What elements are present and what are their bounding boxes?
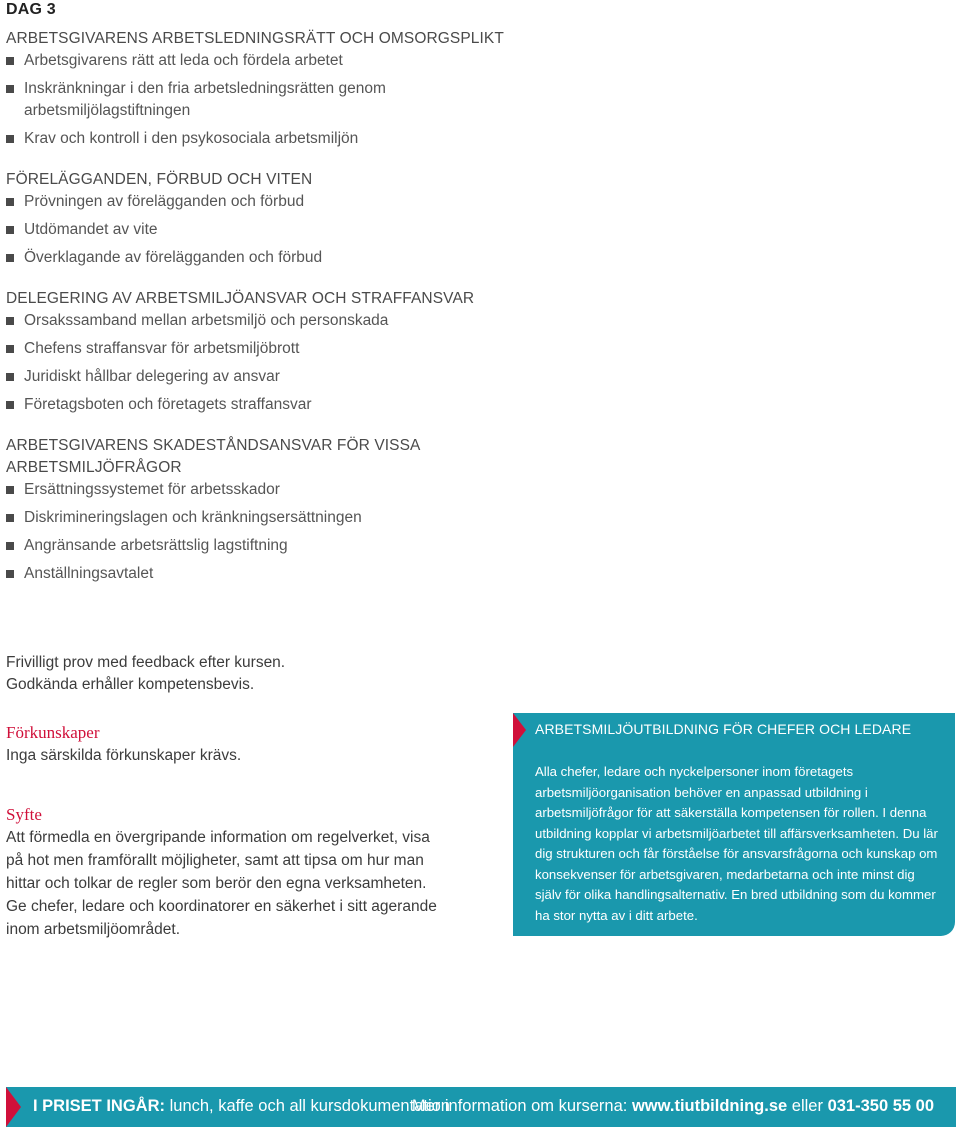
section-heading: ARBETSGIVARENS SKADESTÅNDSANSVAR FÖR VISSA ARBETSMILJÖFRÅGOR (6, 437, 420, 476)
square-bullet-icon (6, 373, 14, 381)
day-title: DAG 3 (6, 1, 56, 18)
exam-note (6, 652, 285, 696)
square-bullet-icon (6, 401, 14, 409)
list-item: Ersättningssystemet för arbetsskador (6, 479, 526, 501)
list-item: Angränsande arbetsrättslig lagstiftning (6, 535, 526, 557)
square-bullet-icon (6, 254, 14, 262)
more-info-label: Mer information om kurserna: (411, 1097, 628, 1115)
list-item: Arbetsgivarens rätt att leda och fördela arbetet (6, 50, 526, 72)
square-bullet-icon (6, 542, 14, 550)
prerequisites-block (6, 722, 446, 767)
list-item: Överklagande av förelägganden och förbud (6, 247, 526, 269)
info-box (513, 713, 955, 936)
square-bullet-icon (6, 486, 14, 494)
footer-bar (6, 1087, 956, 1127)
list-item: Chefens straffansvar för arbetsmiljöbrott (6, 338, 526, 360)
phone-number: 031-350 55 00 (827, 1097, 934, 1115)
note-line: Godkända erhåller kompetensbevis. (6, 676, 255, 693)
note-line: Frivilligt prov med feedback efter kursen. (6, 654, 286, 671)
section-employer-management-rights (6, 28, 526, 150)
list-item: Anställningsavtalet (6, 563, 526, 585)
square-bullet-icon (6, 570, 14, 578)
red-triangle-icon (513, 713, 526, 747)
included-text: lunch, kaffe och all kursdokumentation (169, 1097, 450, 1115)
purpose-block (6, 804, 446, 941)
list-item: Diskrimineringslagen och kränkningsersättningen (6, 507, 526, 529)
list-item: Juridiskt hållbar delegering av ansvar (6, 366, 526, 388)
or-text: eller (791, 1097, 823, 1115)
square-bullet-icon (6, 198, 14, 206)
info-box-title: ARBETSMILJÖUTBILDNING FÖR CHEFER OCH LEDARE (535, 721, 912, 737)
section-injunctions (6, 169, 526, 269)
section-heading: FÖRELÄGGANDEN, FÖRBUD OCH VITEN (6, 171, 313, 188)
square-bullet-icon (6, 135, 14, 143)
prerequisites-text: Inga särskilda förkunskaper krävs. (6, 747, 242, 764)
purpose-heading: Syfte (6, 805, 42, 824)
section-liability (6, 435, 526, 585)
list-item: Orsakssamband mellan arbetsmiljö och personskada (6, 310, 526, 332)
square-bullet-icon (6, 226, 14, 234)
list-item: Utdömandet av vite (6, 219, 526, 241)
red-triangle-icon (6, 1087, 21, 1127)
list-item: Krav och kontroll i den psykosociala arbetsmiljön (6, 128, 526, 150)
list-item: Företagsboten och företagets straffansvar (6, 394, 526, 416)
square-bullet-icon (6, 57, 14, 65)
course-sections (6, 28, 526, 604)
square-bullet-icon (6, 317, 14, 325)
section-heading: ARBETSGIVARENS ARBETSLEDNINGSRÄTT OCH OMSORGSPLIKT (6, 30, 504, 47)
prerequisites-heading: Förkunskaper (6, 723, 100, 742)
square-bullet-icon (6, 345, 14, 353)
info-box-body: Alla chefer, ledare och nyckelpersoner inom företagets arbetsmiljöorganisation behöver en anpassad utbildning i arbetsmiljöfrågor för att säkerställa kompetensen för rollen. I denna utbildning kopplar vi arbetsmiljöarbetet till affärsverksamheten. Du lär dig strukturen och får förståelse för ansvarsfrågorna och kunskap om konsekvenser för arbetsgivaren, medarbetarna och inte minst dig själv för olika handlingsalternativ. En bred utbildning som du kommer ha stor nytta av i ditt arbete. (535, 764, 938, 923)
website-link[interactable]: www.tiutbildning.se (631, 1097, 788, 1115)
footer-more-info (412, 1097, 934, 1116)
section-heading: DELEGERING AV ARBETSMILJÖANSVAR OCH STRAFFANSVAR (6, 290, 475, 307)
included-label: I PRISET INGÅR: (33, 1097, 166, 1115)
list-item: Prövningen av förelägganden och förbud (6, 191, 526, 213)
purpose-text: Att förmedla en övergripande information om regelverket, visa på hot men framförallt möjligheter, samt att tipsa om hur man hittar och tolkar de regler som berör den egna verksamheten. Ge chefer, ledare och koordinatorer en säkerhet i sitt agerande inom arbetsmiljöområdet. (6, 829, 437, 938)
section-delegation (6, 288, 526, 416)
list-item: Inskränkningar i den fria arbetsledningsrätten genom arbetsmiljölagstiftningen (6, 78, 526, 122)
square-bullet-icon (6, 85, 14, 93)
footer-included (33, 1097, 450, 1116)
square-bullet-icon (6, 514, 14, 522)
